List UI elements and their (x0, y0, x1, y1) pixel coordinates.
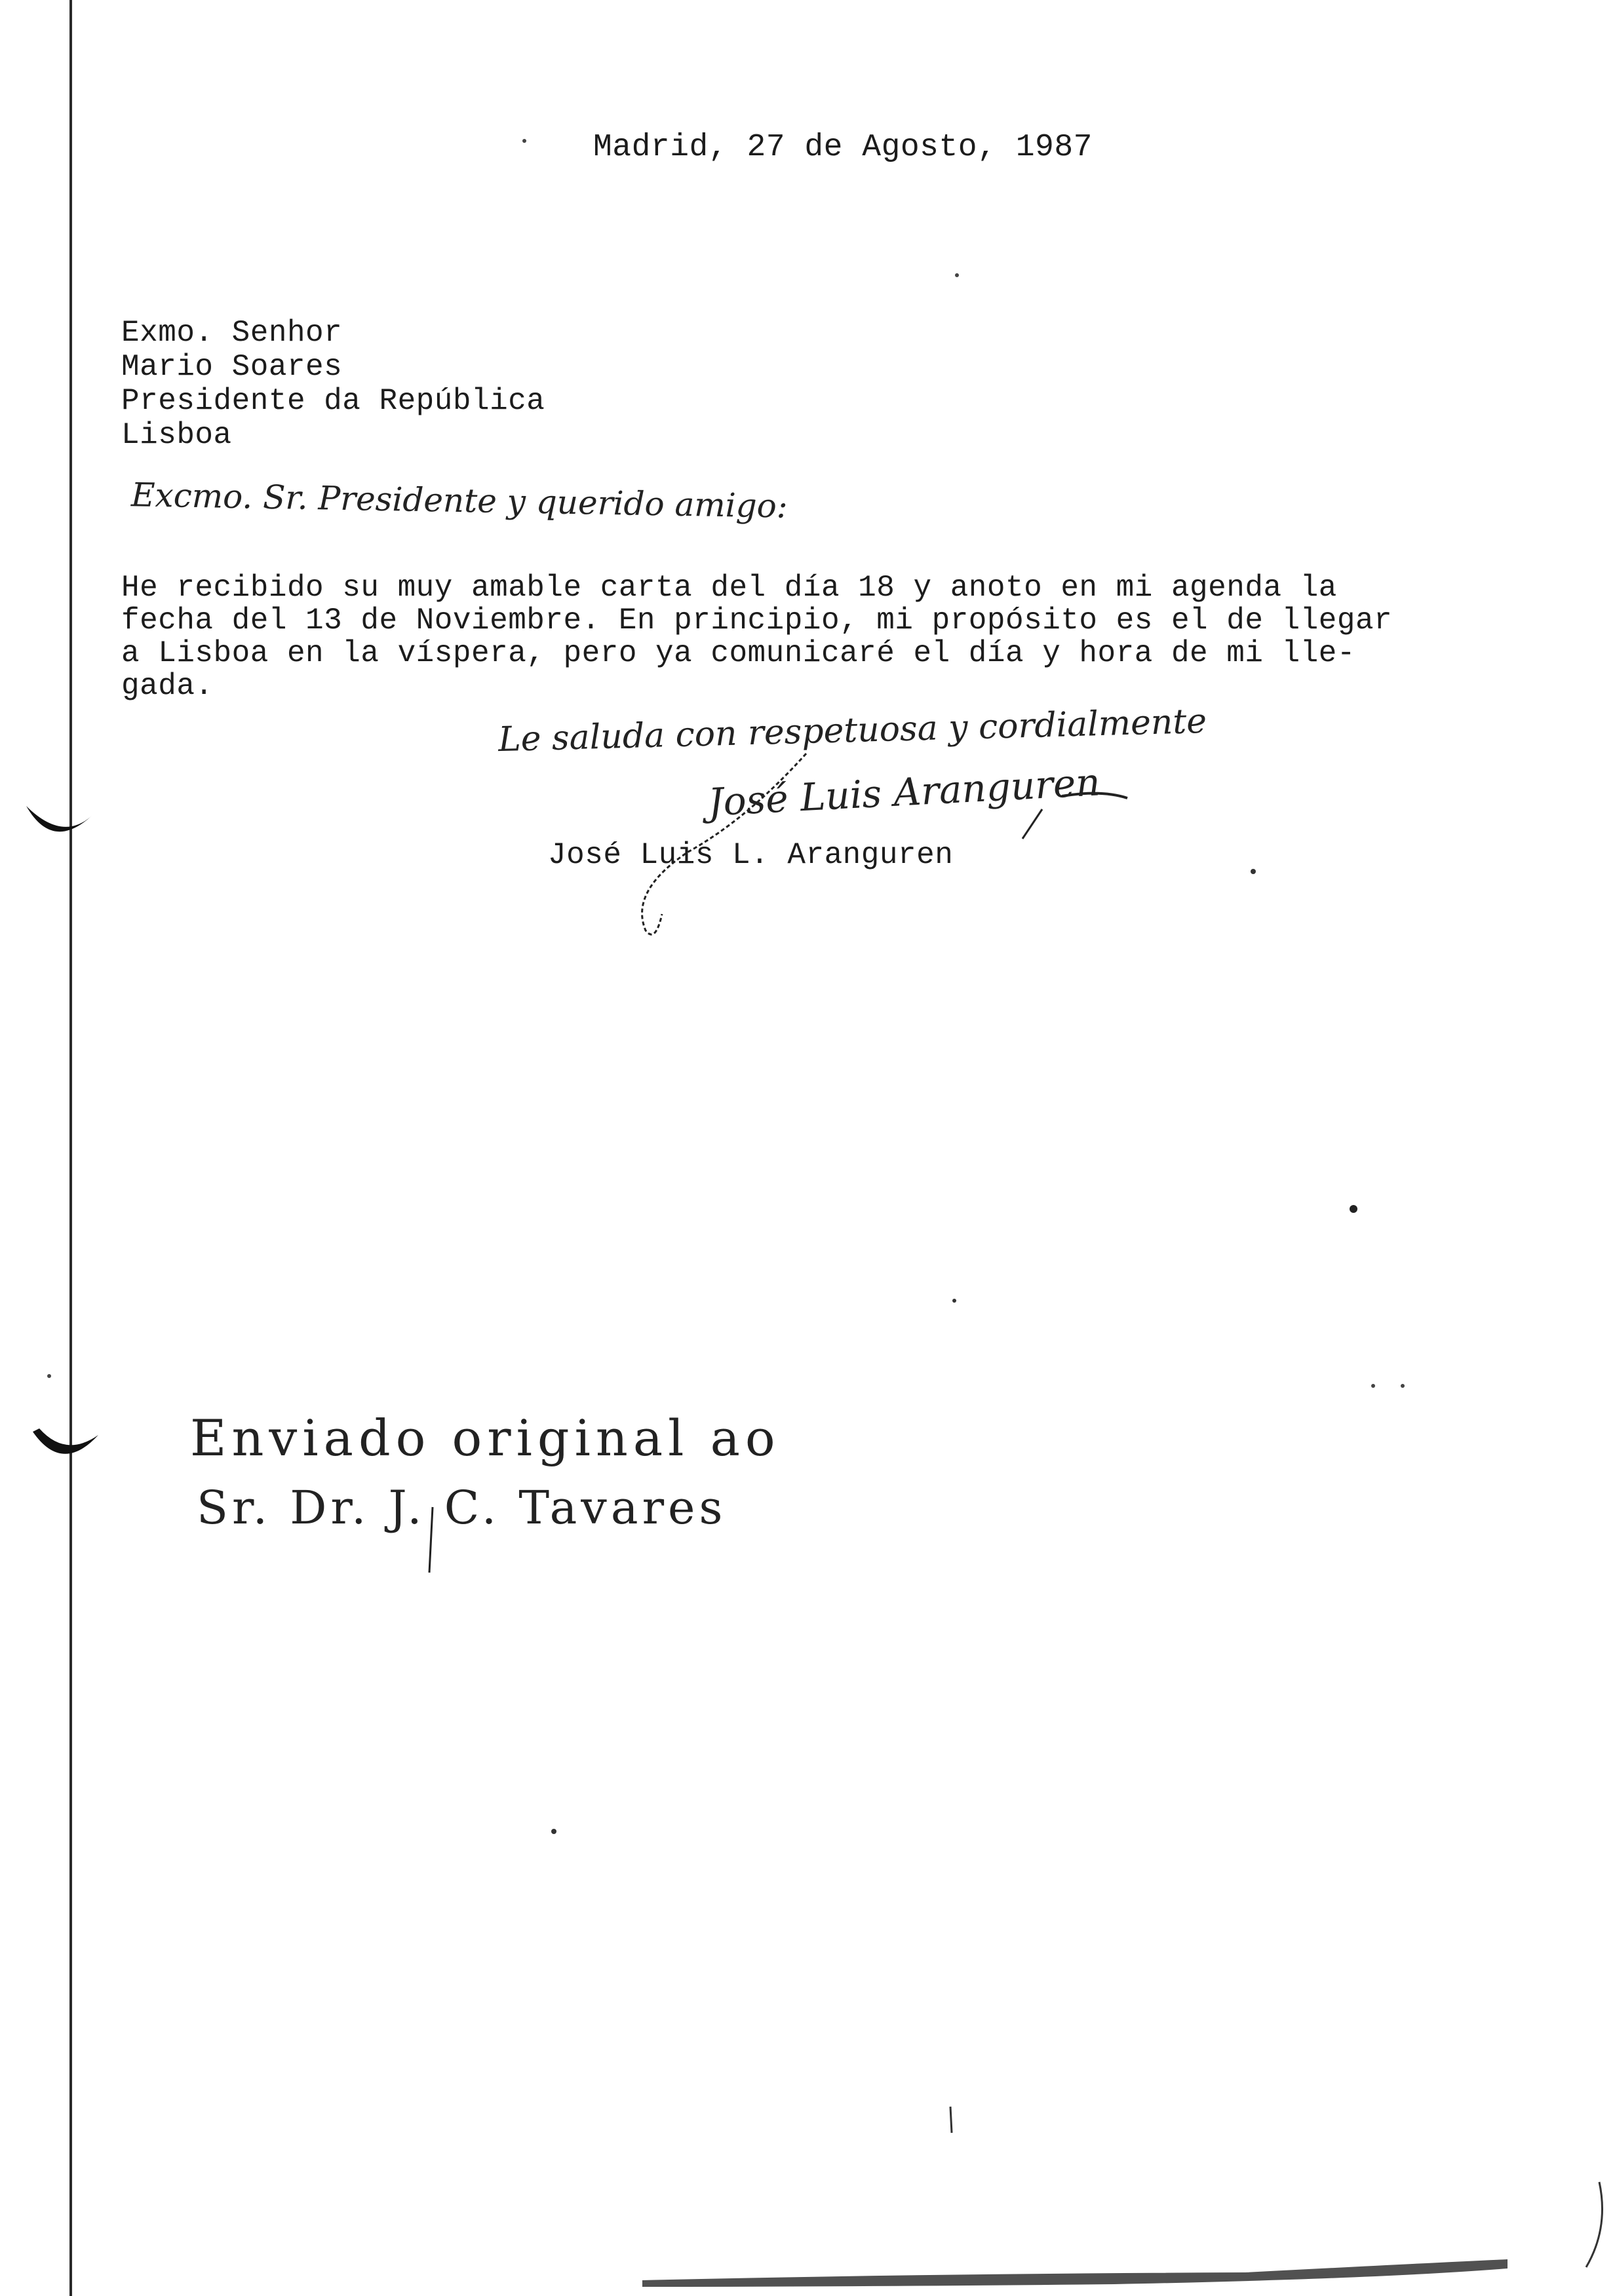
body-line-3: a Lisboa en la víspera, pero ya comunicaré el día y hora de mi lle- (121, 636, 1356, 670)
body-line-1: He recibido su muy amable carta del día 18 y anoto en mi agenda la (121, 571, 1337, 605)
body-line-2: fecha del 13 de Noviembre. En principio, mi propósito es el de llegar (121, 603, 1393, 638)
addressee-line-4: Lisboa (121, 418, 232, 452)
handwritten-annotation-line-2: Sr. Dr. J. C. Tavares (197, 1481, 727, 1535)
date-line: Madrid, 27 de Agosto, 1987 (593, 130, 1093, 165)
handwritten-salutation: Excmo. Sr. Presidente y querido amigo: (130, 476, 788, 526)
handwritten-closing: Le saluda con respetuosa y cordialmente (497, 701, 1207, 760)
addressee-line-2: Mario Soares (121, 350, 343, 384)
handwritten-signature: José Luis Aranguren (707, 759, 1102, 825)
addressee-line-1: Exmo. Senhor (121, 316, 343, 350)
body-line-4: gada. (121, 669, 214, 703)
handwritten-annotation-line-1: Enviado original ao (190, 1409, 781, 1467)
typed-signer-name: José Luis L. Aranguren (548, 838, 954, 872)
addressee-line-3: Presidente da República (121, 384, 545, 418)
